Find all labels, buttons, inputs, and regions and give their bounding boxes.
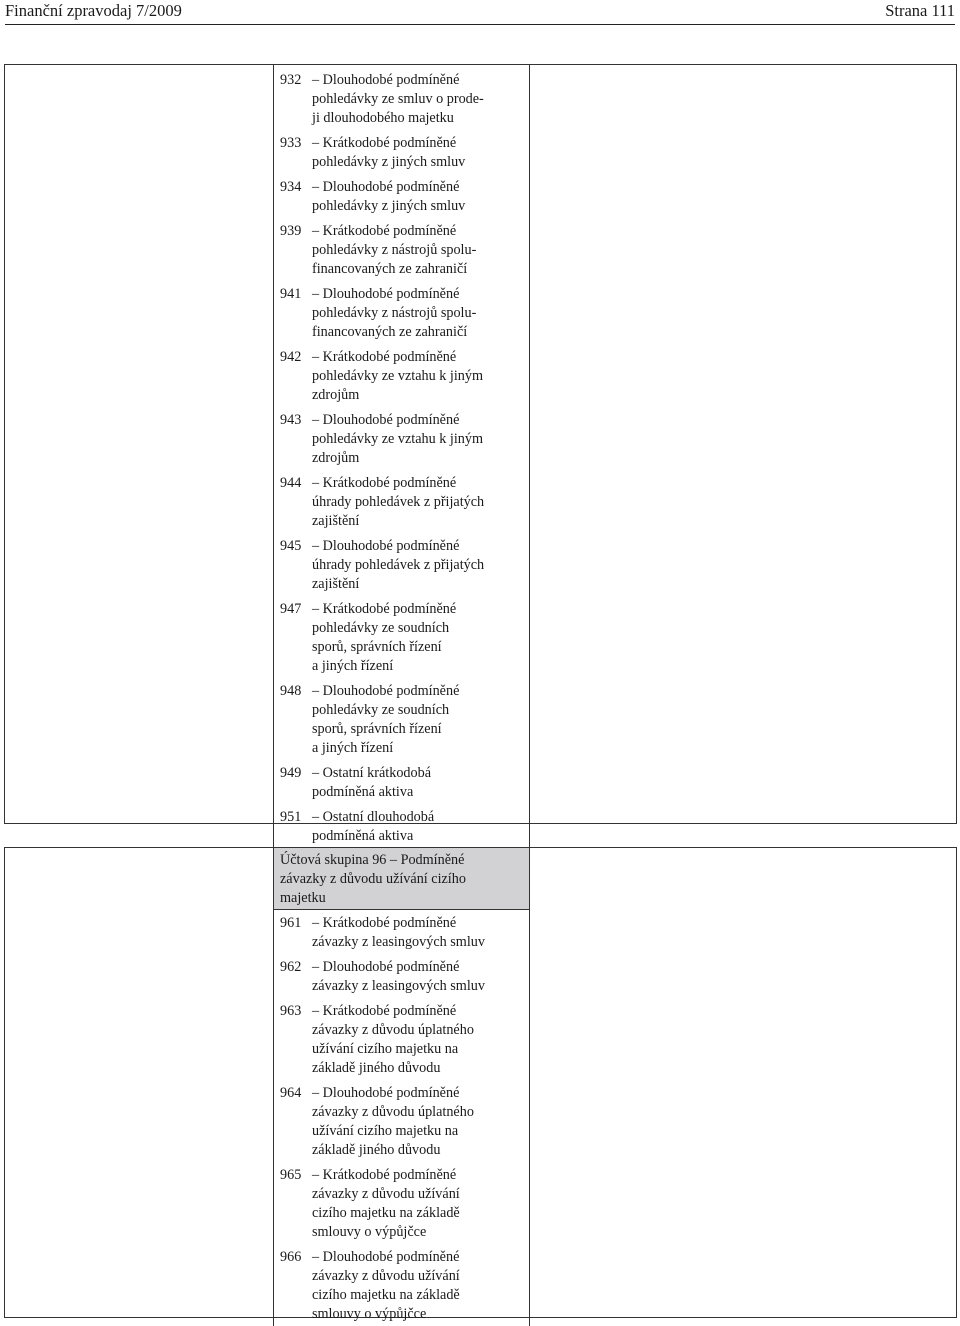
account-entry <box>274 678 529 760</box>
account-code: 932 <box>280 72 302 88</box>
account-code: 965 <box>280 1167 302 1183</box>
account-description: – Ostatní dlouhodobá podmíněná aktiva <box>312 809 435 844</box>
account-code: 966 <box>280 1249 302 1265</box>
account-entry <box>274 804 529 848</box>
account-code: 963 <box>280 1003 302 1019</box>
account-description: – Dlouhodobé podmíněné závazky z důvodu užívání cizího majetku na základě smlouvy o výpůjčce <box>312 1249 460 1322</box>
account-entry <box>274 470 529 533</box>
account-entry <box>274 1162 529 1244</box>
account-entry <box>274 218 529 281</box>
account-code: 939 <box>280 223 302 239</box>
account-entry <box>274 954 529 998</box>
account-entry <box>274 344 529 407</box>
account-entry <box>274 407 529 470</box>
account-entry <box>274 1080 529 1162</box>
right-column <box>530 65 956 848</box>
account-code: 961 <box>280 915 302 931</box>
account-code: 949 <box>280 765 302 781</box>
account-entry <box>274 760 529 804</box>
account-description: – Dlouhodobé podmíněné úhrady pohledávek z přijatých zajištění <box>312 538 485 592</box>
group-heading: Účtová skupina 96 – Podmíněné závazky z důvodu užívání cizího majetku <box>274 848 529 910</box>
account-description: – Dlouhodobé podmíněné pohledávky ze soudních sporů, správních řízení a jiných řízení <box>312 683 460 756</box>
account-code: 947 <box>280 601 302 617</box>
account-description: – Dlouhodobé podmíněné závazky z důvodu úplatného užívání cizího majetku na základě jiného důvodu <box>312 1085 474 1158</box>
account-description: – Krátkodobé podmíněné pohledávky z nástrojů spolu- financovaných ze zahraničí <box>312 223 477 277</box>
account-description: – Ostatní krátkodobá podmíněná aktiva <box>312 765 431 800</box>
page-number: Strana 111 <box>885 1 955 20</box>
account-table-group-95 <box>4 64 957 844</box>
account-entry <box>274 1244 529 1326</box>
left-column <box>5 65 274 848</box>
account-entry <box>274 67 529 130</box>
account-code: 943 <box>280 412 302 428</box>
account-entry <box>274 998 529 1080</box>
account-description: – Dlouhodobé podmíněné závazky z leasingových smluv <box>312 959 485 994</box>
account-description: – Krátkodobé podmíněné pohledávky ze vztahu k jiným zdrojům <box>312 349 483 403</box>
page-header <box>5 0 955 25</box>
account-description: – Krátkodobé podmíněné pohledávky ze soudních sporů, správních řízení a jiných řízení <box>312 601 457 674</box>
account-code: 942 <box>280 349 302 365</box>
account-code: 944 <box>280 475 302 491</box>
account-description: – Krátkodobé podmíněné závazky z důvodu úplatného užívání cizího majetku na základě jiného důvodu <box>312 1003 474 1076</box>
right-column <box>530 848 956 1326</box>
publication-title: Finanční zpravodaj 7/2009 <box>5 1 182 20</box>
account-table-group-96 <box>4 847 957 1322</box>
account-code: 948 <box>280 683 302 699</box>
account-code: 951 <box>280 809 302 825</box>
account-description: – Krátkodobé podmíněné pohledávky z jiných smluv <box>312 135 466 170</box>
account-description: – Dlouhodobé podmíněné pohledávky z nástrojů spolu- financovaných ze zahraničí <box>312 286 477 340</box>
account-entry <box>274 174 529 218</box>
account-column <box>274 848 530 1326</box>
account-description: – Dlouhodobé podmíněné pohledávky z jiných smluv <box>312 179 466 214</box>
account-description: – Dlouhodobé podmíněné pohledávky ze smluv o prode- ji dlouhodobého majetku <box>312 72 484 126</box>
left-column <box>5 848 274 1326</box>
account-code: 962 <box>280 959 302 975</box>
account-description: – Krátkodobé podmíněné závazky z důvodu užívání cizího majetku na základě smlouvy o výpůjčce <box>312 1167 460 1240</box>
account-description: – Krátkodobé podmíněné závazky z leasingových smluv <box>312 915 485 950</box>
account-code: 934 <box>280 179 302 195</box>
account-code: 964 <box>280 1085 302 1101</box>
account-column <box>274 65 530 848</box>
account-entry <box>274 910 529 954</box>
account-entry <box>274 281 529 344</box>
account-entry <box>274 130 529 174</box>
account-entry <box>274 596 529 678</box>
account-description: – Dlouhodobé podmíněné pohledávky ze vztahu k jiným zdrojům <box>312 412 483 466</box>
account-code: 945 <box>280 538 302 554</box>
account-entry <box>274 533 529 596</box>
account-description: – Krátkodobé podmíněné úhrady pohledávek z přijatých zajištění <box>312 475 485 529</box>
account-code: 933 <box>280 135 302 151</box>
account-code: 941 <box>280 286 302 302</box>
